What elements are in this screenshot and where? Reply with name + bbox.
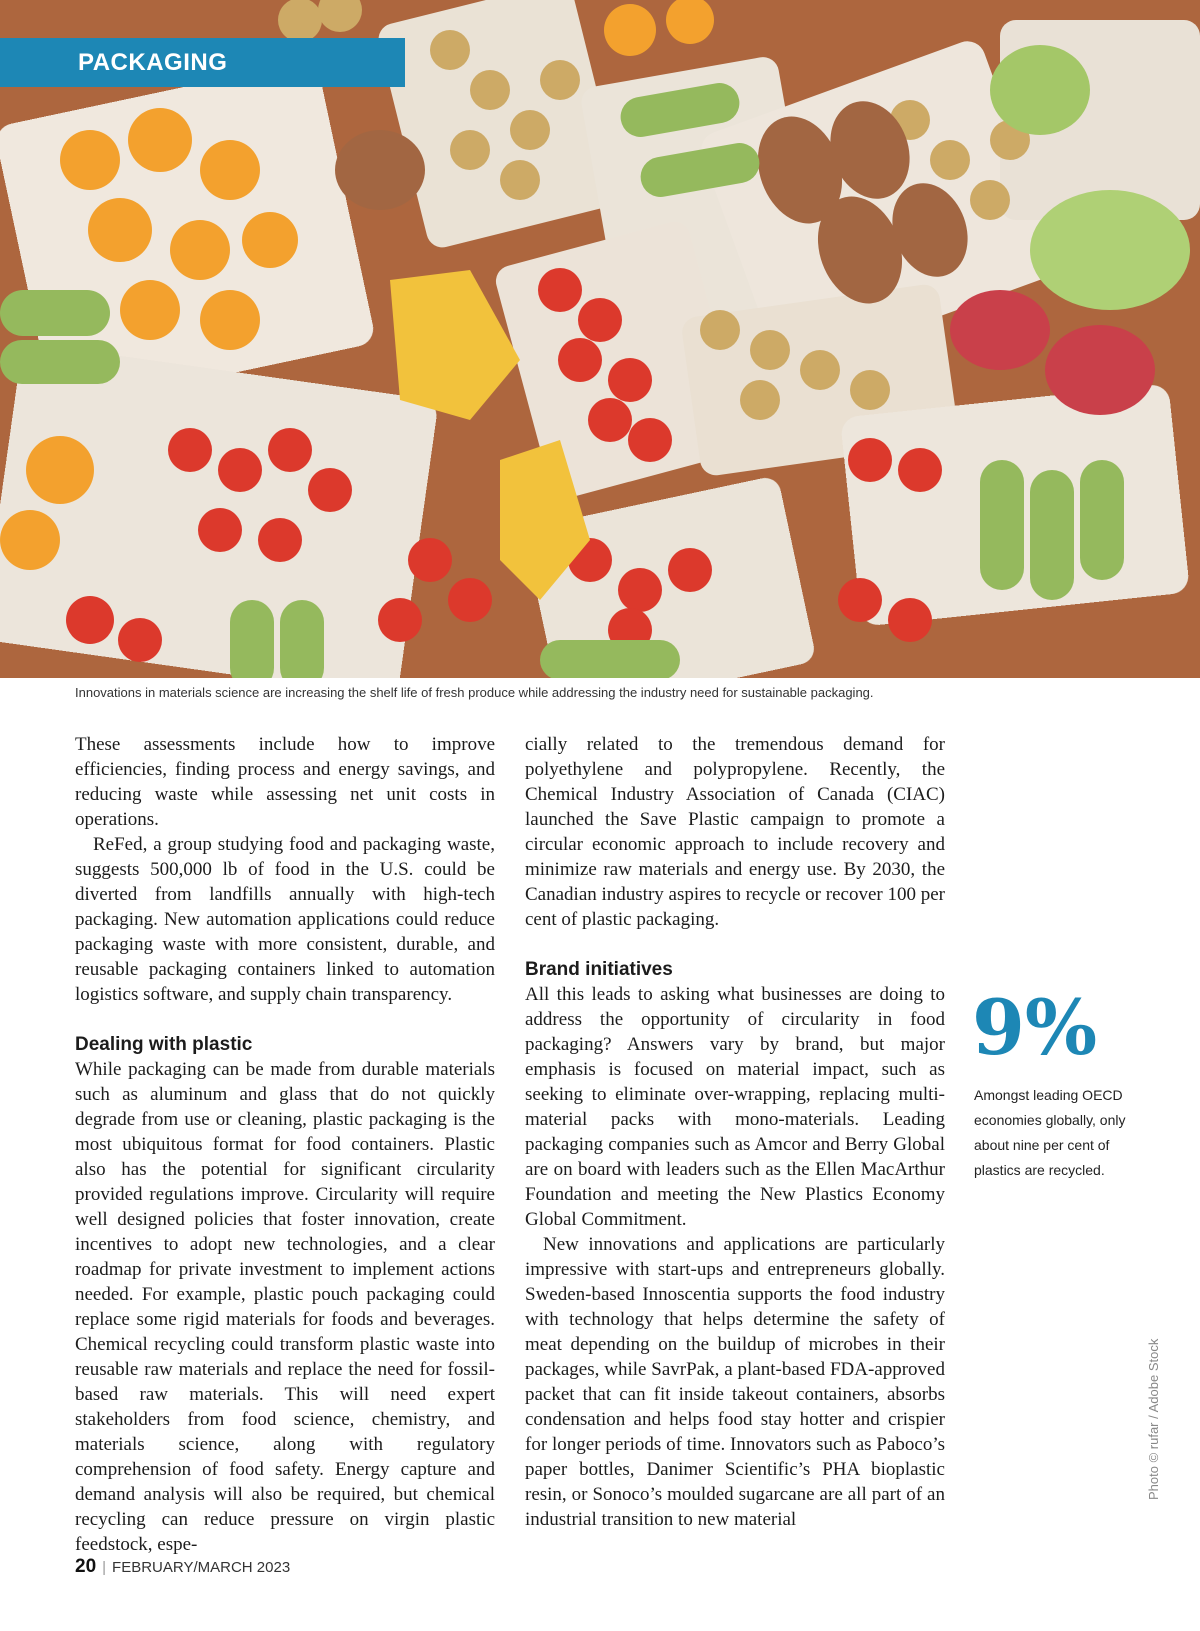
paragraph: While packaging can be made from durable materials such as aluminum and glass that do not quickly degrade from use or cleaning, plastic packaging is the most ubiquitous format for food containers. Plastic also has the potential for significant circularity provided regulations improve. Circularity will require well designed policies that foster innovation, create incentives to adopt new technologies, and a clear roadmap for private investment to implement actions needed. For example, plastic pouch packaging could replace some rigid materials for foods and beverages. Chemical recycling could transform plastic waste into reusable raw materials and replace the need for fossil-based raw materials. This will need expert stakeholders from food science, chemistry, and materials science, along with regulatory comprehension of food safety. Energy capture and demand analysis will also be required, but chemical recycling can reduce pressure on virgin plastic feedstock, espe- [75, 1059, 495, 1555]
produce-illustration [0, 0, 1200, 678]
callout-stat: 9% [972, 983, 1098, 1072]
paragraph: All this leads to asking what businesses are doing to address the opportunity of circularity in food packaging? Answers vary by brand, but major emphasis is focused on material impact, such as seeking to eliminate over-wrapping, replacing multi-material packs with mono-materials. Leading packaging companies such as Amcor and Berry Global are on board with leaders such as the Ellen MacArthur Foundation and meeting the New Plastics Economy Global Commitment. [525, 984, 945, 1230]
paragraph: cially related to the tremendous demand for polyethylene and polypropylene. Recently, the Chemical Industry Association of Canada (CIAC) launched the Save Plastic campaign to promote a circular economic approach to include recovery and minimize raw materials and energy use. By 2030, the Canadian industry aspires to recycle or recover 100 per cent of plastic packaging. [525, 734, 945, 930]
page-number: 20 [75, 1556, 97, 1577]
callout-text: Amongst leading OECD economies globally, only about nine per cent of plastics are recycled. [974, 1087, 1126, 1178]
footer-separator: | [102, 1559, 107, 1576]
section-tag: PACKAGING [0, 38, 405, 87]
paragraph: New innovations and applications are particularly impressive with start-ups and entrepreneurs globally. Sweden-based Innoscentia supports the food industry with technology that helps determine the safety of meat depending on the buildup of microbes in their packages, while SavrPak, a plant-based FDA-approved packet that can fit inside takeout containers, absorbs condensation and helps food stay hotter and crispier for longer periods of time. Innovators such as Paboco’s paper bottles, Danimer Scientific’s PHA bioplastic resin, or Sonoco’s moulded sugarcane are all part of an industrial transition to new material [525, 1234, 945, 1530]
issue-date: FEBRUARY/MARCH 2023 [112, 1559, 291, 1576]
page-footer [75, 1556, 290, 1578]
section-heading: Brand initiatives [525, 959, 673, 980]
left-column [75, 732, 495, 1557]
produce-photo [0, 0, 1200, 678]
paragraph: These assessments include how to improve efficiencies, finding process and energy savings, and reducing waste while assessing net unit costs in operations. [75, 734, 495, 830]
middle-column [525, 732, 945, 1532]
photo-caption: Innovations in materials science are increasing the shelf life of fresh produce while addressing the industry need for sustainable packaging. [75, 685, 874, 700]
section-heading: Dealing with plastic [75, 1034, 253, 1055]
paragraph: ReFed, a group studying food and packaging waste, suggests 500,000 lb of food in the U.S. could be diverted from landfills annually with high-tech packaging. New automation applications could reduce packaging waste with more consistent, durable, and reusable packaging containers linked to automation logistics software, and supply chain transparency. [75, 834, 495, 1005]
photo-credit: Photo © rufar / Adobe Stock [1146, 1338, 1161, 1500]
